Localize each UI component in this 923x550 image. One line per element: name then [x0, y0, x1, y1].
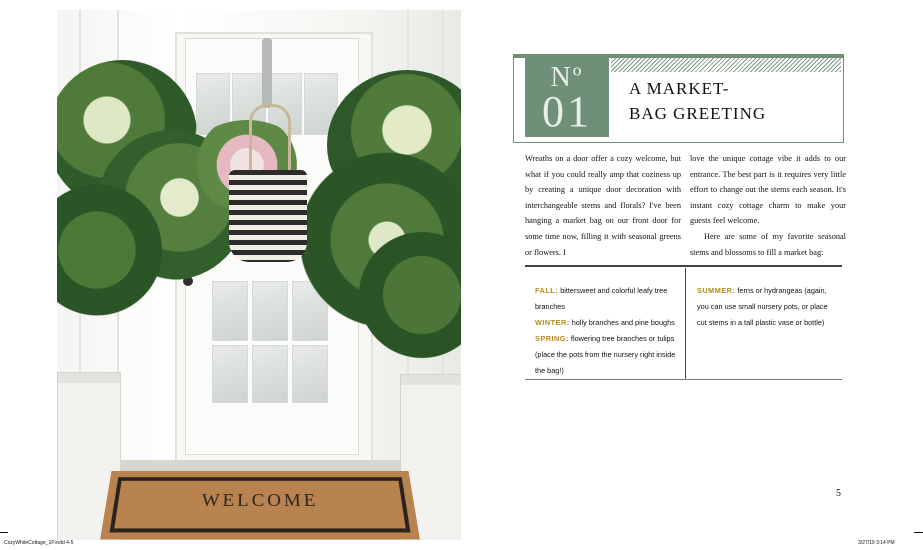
- tip-summer: [697, 283, 839, 331]
- chapter-number-block: [525, 58, 609, 137]
- tip-spring: [535, 331, 680, 379]
- chapter-number: 01: [542, 87, 592, 136]
- door-window-pane: [212, 345, 248, 403]
- title-line-2: BAG GREETING: [629, 104, 767, 123]
- door-window-pane: [212, 281, 248, 341]
- striped-market-bag: [229, 170, 307, 262]
- door-hook: [262, 38, 272, 108]
- print-slug-right: 3/27/19 3:14 PM: [858, 540, 895, 546]
- tip-text: flowering tree branches or tulips (place the pots from the nursery right inside the bag!): [535, 334, 676, 375]
- body-paragraph: Wreaths on a door offer a cozy welcome, but what if you could really amp that coziness up by creating a unique door decoration with interchangeable stems and florals? I've been hanging a market bag on our front door for some time now, filling it with seasonal greens or flowers. I: [525, 154, 681, 257]
- season-label-summer: SUMMER:: [697, 286, 736, 295]
- body-paragraph: love the unique cottage vibe it adds to our entrance. The best part is it requires very little effort to change out the stems each season. It's instant cozy cottage charm to make your guests feel welcome.: [690, 154, 846, 226]
- planter-rim: [401, 375, 461, 385]
- door-window-pane: [252, 281, 288, 341]
- tip-fall: [535, 283, 680, 315]
- tip-winter: [535, 315, 680, 331]
- market-bag-handle: [249, 104, 291, 179]
- crop-mark: [914, 532, 923, 533]
- chapter-title: [611, 72, 841, 137]
- season-label-spring: SPRING:: [535, 334, 569, 343]
- front-door-photo: [57, 10, 461, 540]
- title-line-1: A MARKET-: [629, 79, 730, 98]
- door-window-pane: [292, 345, 328, 403]
- number-sign: Nº: [550, 62, 584, 93]
- body-column-right: [690, 151, 846, 260]
- header-hatch-band: [611, 58, 841, 72]
- page-number: 5: [836, 488, 841, 499]
- body-column-left: [525, 151, 681, 260]
- season-label-fall: FALL:: [535, 286, 559, 295]
- crop-mark: [0, 532, 8, 533]
- body-paragraph: Here are some of my favorite seasonal stems and blossoms to fill a market bag:: [690, 231, 846, 257]
- door-window-pane: [252, 345, 288, 403]
- print-slug-left: CozyWhiteCottage_1P.indd 4-5: [4, 540, 74, 546]
- tip-text: holly branches and pine boughs: [569, 318, 675, 327]
- tip-text: ferns or hydrangeas (again, you can use small nursery pots, or place cut stems in a tall plastic vase or bottle): [697, 286, 828, 327]
- season-label-winter: WINTER:: [535, 318, 570, 327]
- tips-column-left: [535, 283, 680, 379]
- tips-column-divider: [685, 268, 686, 379]
- tip-text: bittersweet and colorful leafy tree branches: [535, 286, 668, 311]
- welcome-mat: [100, 471, 420, 540]
- planter-rim: [58, 373, 120, 383]
- tips-column-right: [697, 283, 839, 331]
- mat-text: WELCOME: [201, 490, 319, 511]
